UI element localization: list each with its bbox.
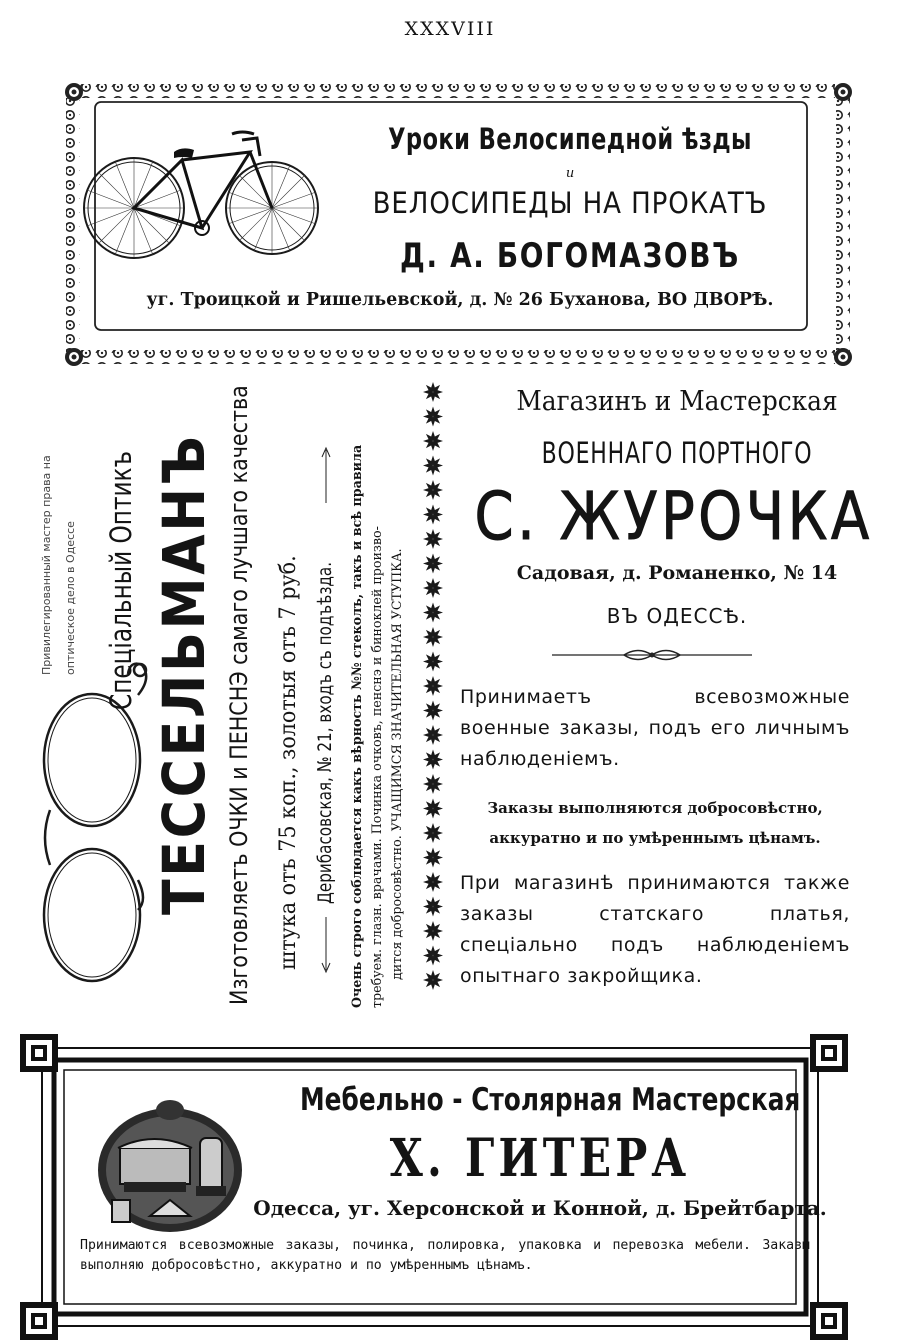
optician-specialty: Спеціальный Оптикъ [104, 451, 138, 710]
star-ornament-icon [423, 897, 443, 917]
star-ornament-icon [423, 554, 443, 574]
optician-privilege-line1: Привилегированный мастер права на [40, 455, 53, 675]
star-ornament-column [418, 382, 448, 1002]
star-ornament-icon [423, 750, 443, 770]
optician-address: Дерибасовская, № 21, входъ съ подъѣзда. [314, 561, 336, 904]
furniture-ad-title: Мебельно - Столярная Мастерская [300, 1082, 801, 1118]
furniture-illustration [90, 1090, 250, 1240]
star-ornament-icon [423, 946, 443, 966]
furniture-ad-name: Х. ГИТЕРА [389, 1128, 691, 1189]
tailor-ad-address: Садовая, д. Романенко, № 14 [516, 562, 838, 584]
star-ornament-icon [423, 774, 443, 794]
tailor-ad-para3: При магазинѣ принимаются также заказы статскаго платья, спеціально подъ наблюденіемъ опытнаго закройщика. [460, 872, 850, 987]
tailor-ad-heading: Магазинъ и Мастерская [516, 386, 838, 417]
pince-nez-illustration [30, 660, 165, 990]
bicycle-illustration [82, 130, 322, 265]
optician-name: ТЕССЕЛЬМАНЪ [150, 433, 218, 915]
bicycle-ad-title: Уроки Велосипедной ѣзды [388, 122, 752, 156]
star-ornament-icon [423, 921, 443, 941]
star-ornament-icon [423, 529, 443, 549]
bicycle-ad-proprietor: Д. А. БОГОМАЗОВЪ [400, 236, 740, 276]
tailor-ad-para2: Заказы выполняются добросовѣстно, аккуратно и по умѣреннымъ цѣнамъ. [487, 799, 823, 847]
optician-note-line3: дится добросовѣстно. УЧАЩИМСЯ ЗНАЧИТЕЛЬНАЯ УСТУПКА. [390, 548, 405, 980]
bicycle-ad-address: уг. Троицкой и Ришельевской, д. № 26 Буханова, ВО ДВОРѢ. [146, 290, 774, 310]
divider-ornament [552, 646, 752, 664]
star-ornament-icon [423, 480, 443, 500]
optician-note-line1: Очень строго соблюдается какъ вѣрность №№ стеколъ, такъ и всѣ правила [350, 444, 365, 1009]
star-ornament-icon [423, 701, 443, 721]
star-ornament-icon [423, 578, 443, 598]
furniture-ad-note: Принимаются всевозможные заказы, починка, полировка, упаковка и перевозка мебели. Заказы выполняю добросовѣстно, аккуратно и по умѣреннымъ цѣнамъ. [80, 1238, 810, 1273]
star-ornament-icon [423, 627, 443, 647]
page-number: XXXVIII [404, 18, 496, 40]
star-ornament-icon [423, 505, 443, 525]
star-ornament-icon [423, 799, 443, 819]
star-ornament-icon [423, 725, 443, 745]
optician-note-line2: требуем. глазн. врачами. Починка очковъ, пенснэ и биноклей произво- [370, 526, 385, 1008]
optician-goods: Изготовляетъ ОЧКИ и ПЕНСНЭ самаго лучшаго качества [225, 385, 253, 1005]
tailor-ad-para1: Принимаетъ всевозможные военные заказы, подъ его личнымъ наблюденіемъ. [460, 686, 850, 770]
tailor-ad-name: С. ЖУРОЧКА [474, 478, 873, 555]
star-ornament-icon [423, 848, 443, 868]
star-ornaments [418, 382, 448, 1002]
star-ornament-icon [423, 652, 443, 672]
arrow-down-icon [320, 915, 332, 975]
star-ornament-icon [423, 676, 443, 696]
bicycle-ad-subtitle: ВЕЛОСИПЕДЫ НА ПРОКАТЪ [372, 186, 768, 220]
tailor-ad-city: ВЪ ОДЕССѢ. [606, 604, 748, 628]
optician-prices: штука отъ 75 коп., золотыя отъ 7 руб. [276, 555, 301, 970]
star-ornament-icon [423, 970, 443, 990]
furniture-ad [0, 1030, 900, 1344]
star-ornament-icon [423, 603, 443, 623]
bicycle-ad [0, 0, 900, 370]
arrow-up-icon [320, 445, 332, 505]
star-ornament-icon [423, 823, 443, 843]
star-ornament-icon [423, 407, 443, 427]
furniture-ad-address: Одесса, уг. Херсонской и Конной, д. Брейтбарта. [253, 1196, 827, 1220]
optician-privilege-line2: оптическое дело в Одессе [64, 521, 77, 675]
star-ornament-icon [423, 382, 443, 402]
optician-ad [0, 370, 460, 1020]
star-ornament-icon [423, 431, 443, 451]
bicycle-ad-conj: и [565, 166, 575, 181]
star-ornament-icon [423, 872, 443, 892]
tailor-ad-subheading: ВОЕННАГО ПОРТНОГО [541, 436, 813, 470]
star-ornament-icon [423, 456, 443, 476]
